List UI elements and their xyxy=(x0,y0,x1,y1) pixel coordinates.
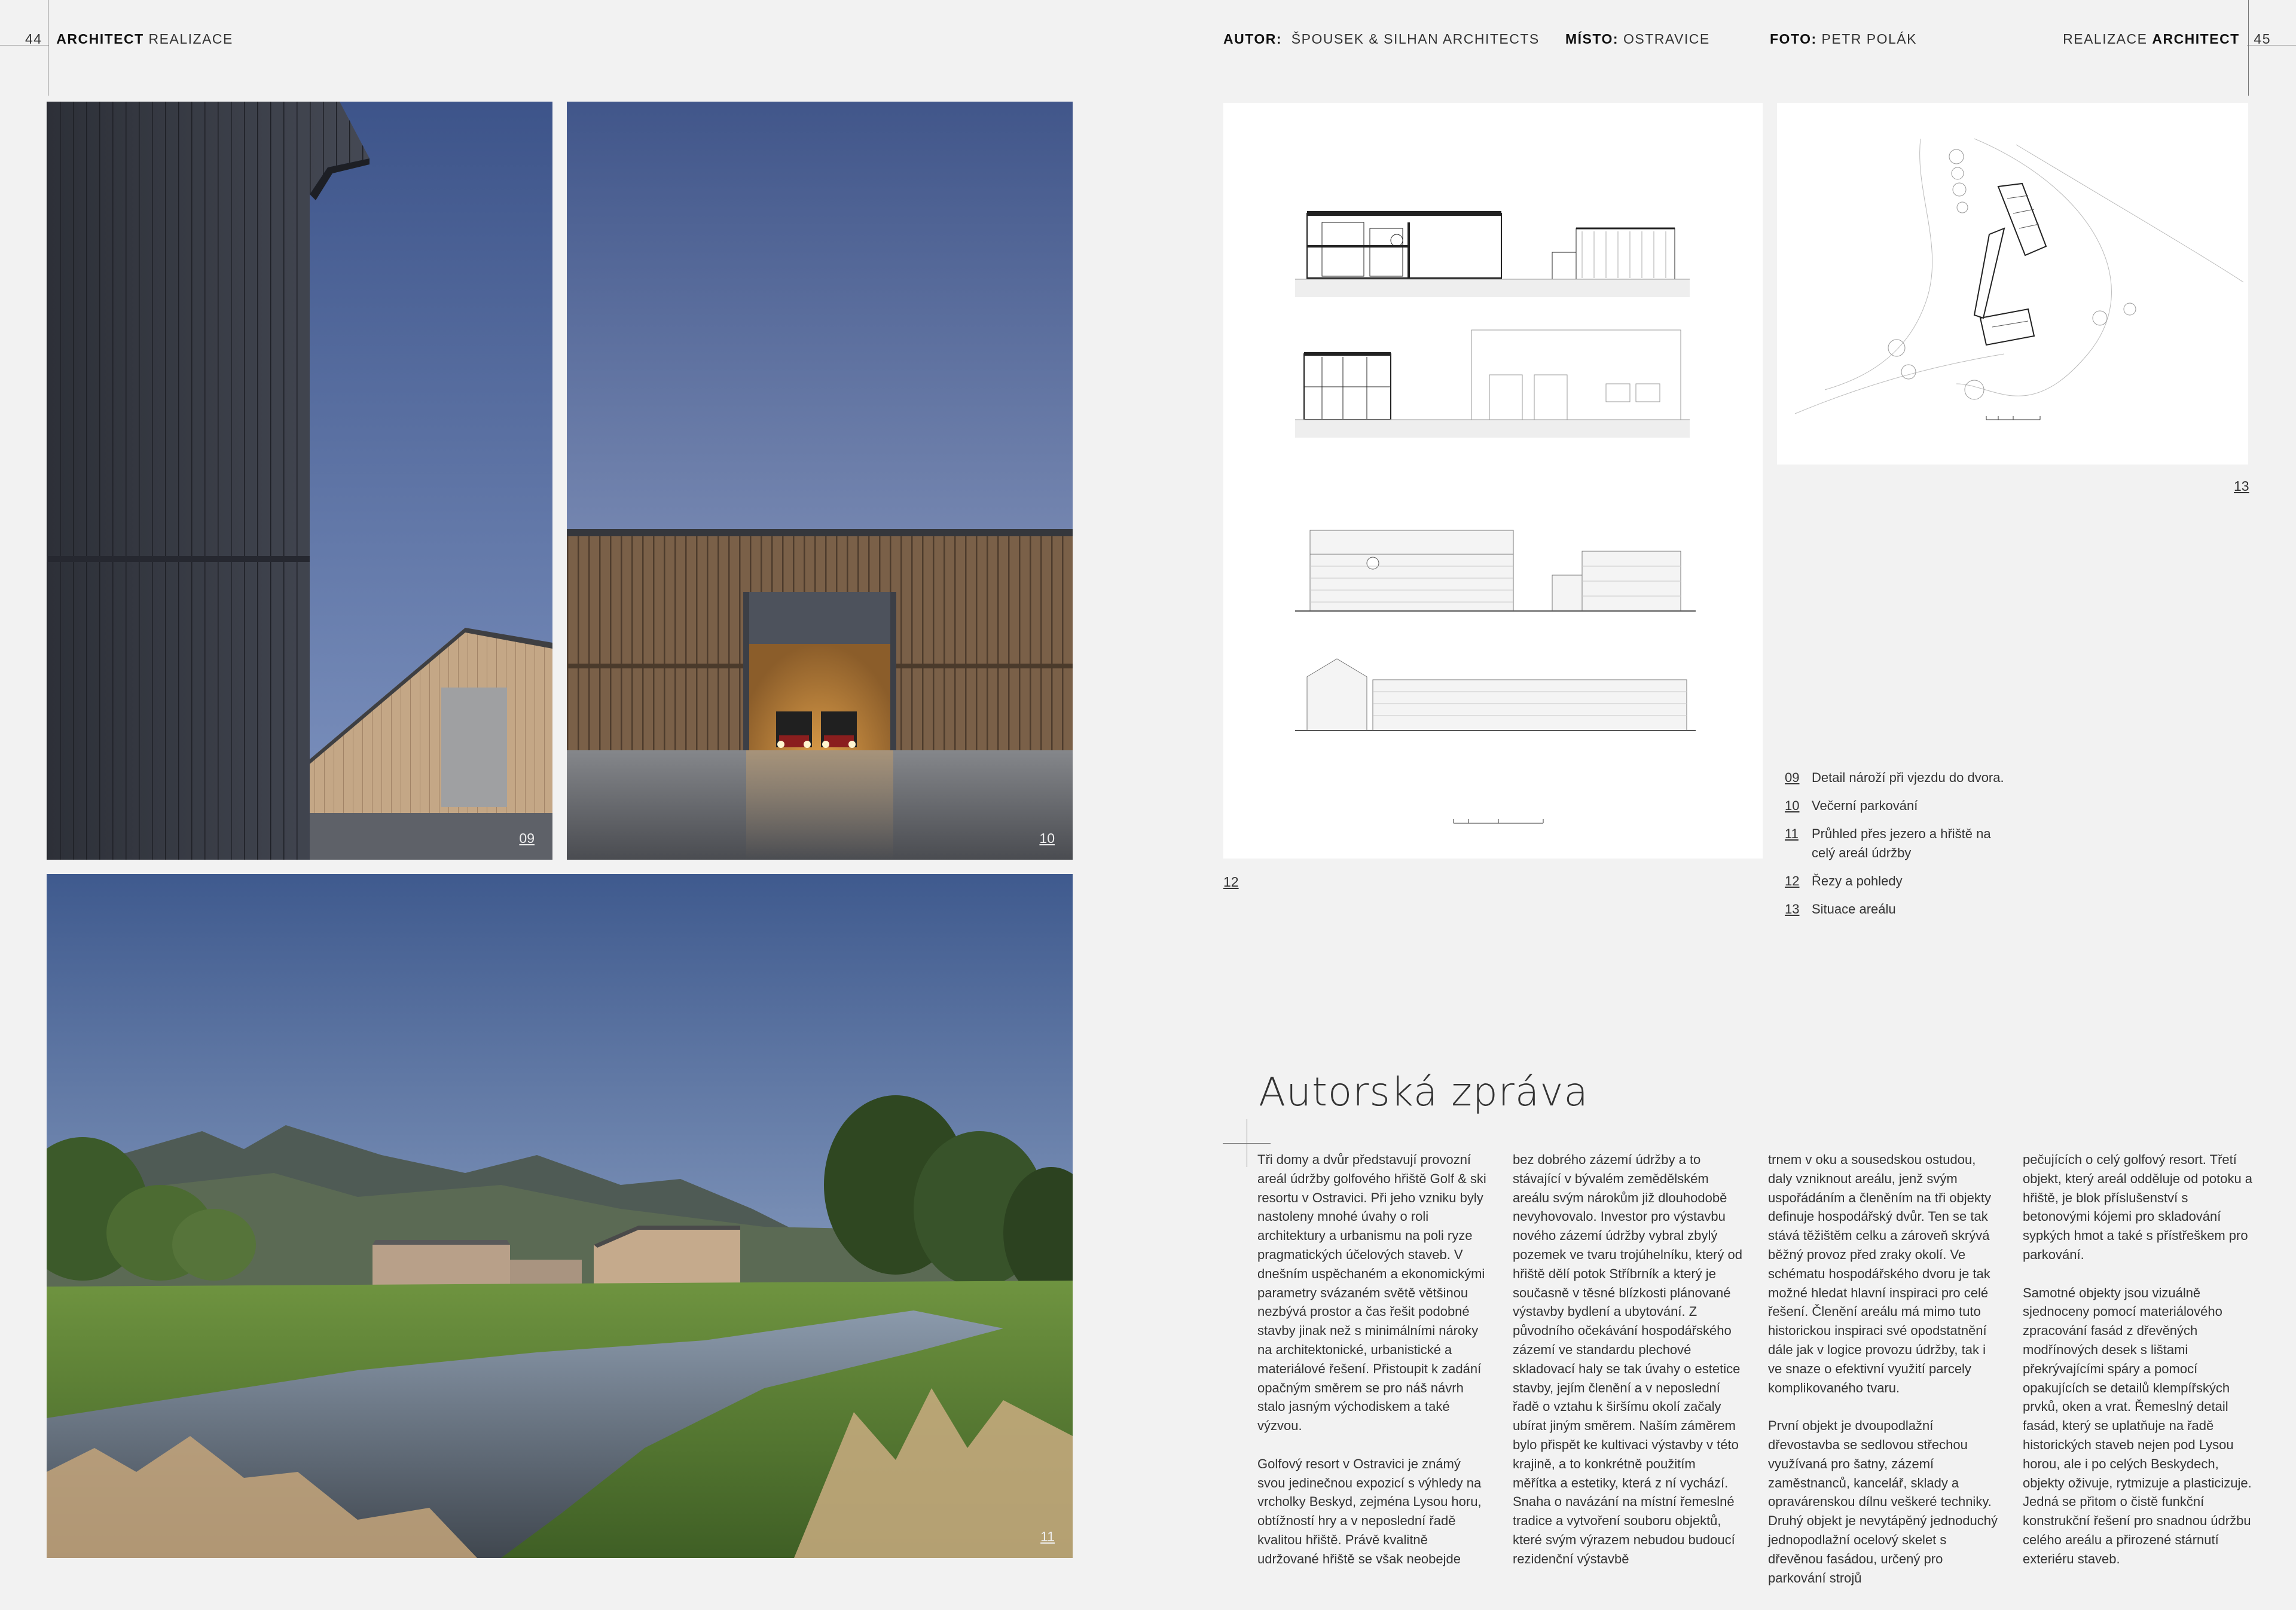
article-column-2 xyxy=(1513,1150,1743,1587)
drawing-number: 12 xyxy=(1223,874,1239,890)
paragraph: První objekt je dvoupodlažní dřevostavba se sedlovou střechou využívaná pro šatny, zázemí zaměstnanců, kancelář, sklady a opravárenskou dílnu veškeré techniky. Druhý objekt je nevytápěný jednoduchý jednopodlažní ocelový skelet s dřevěnou fasádou, určený pro parkování strojů xyxy=(1768,1418,1998,1585)
photo-09-corner-detail xyxy=(47,102,552,860)
caption-item: 11 Průhled přes jezero a hřiště na celý areál údržby xyxy=(1785,826,1991,860)
paragraph: bez dobrého zázemí údržby a to stávající v bývalém zemědělském areálu svým nárokům již dlouhodobě nevyhovovalo. Investor pro výstavbu nového zázemí údržby vybral zbylý pozemek ve tvaru trojúhelníku, který od hřiště dělí potok Stříbrník a který je současně v těsné blízkosti plánované výstavby bydlení a ubytování. Z původního očekávání hospodářského zázemí ve standardu plechové skladovací haly se tak úvahy o estetice stavby, jejím členění a v neposlední řadě o vztahu k širšímu okolí začaly ubírat jiným směrem. Naším záměrem bylo přispět ke kultivaci výstavby v této krajině, a to konkrétně použitím měřítka a estetiky, která z ní vychází. Snaha o navázání na místní řemeslné tradice a vytvoření souboru objektů, které svým výrazem nebudou budoucí rezidenční výstavbě xyxy=(1513,1152,1742,1566)
paragraph: trnem v oku a sousedskou ostudou, daly vzniknout areálu, jenž svým uspořádáním a členěním na tři objekty definuje hospodářský dvůr. Ten se tak stává těžištěm celku a zároveň skrývá běžný provoz před zraky okolí. Ve schématu hospodářského dvoru je tak možné hledat hlavní inspiraci pro celé řešení. Členění areálu má mimo tuto historickou inspiraci své opodstatnění dále jak v logice provozu údržby, tak i ve snaze o efektivní využití parcely komplikovaného tvaru. xyxy=(1768,1152,1991,1395)
page-number: 44 xyxy=(25,31,42,47)
credit-place: MÍSTO: OSTRAVICE xyxy=(1565,31,1710,47)
photo-10-evening-parking xyxy=(567,102,1073,860)
article-column-1 xyxy=(1257,1150,1488,1587)
light-spill xyxy=(746,750,893,860)
article-title: Autorská zpráva xyxy=(1259,1069,1589,1115)
photo-number: 09 xyxy=(519,830,535,846)
section-label: REALIZACE xyxy=(148,31,233,47)
drawing-number: 13 xyxy=(2234,478,2249,494)
caption-item: 13 Situace areálu xyxy=(1785,902,1896,916)
right-page-header xyxy=(2063,31,2271,47)
paragraph: pečujících o celý golfový resort. Třetí objekt, který areál odděluje od potoku a hřiště, je blok příslušenství s betonovými kójemi pro skladování sypkých hmot a také s přístřeškem pro parkování. xyxy=(2023,1152,2253,1262)
drawing-sections-elevations xyxy=(1223,103,1763,859)
article-column-3 xyxy=(1768,1150,1998,1606)
left-page-header xyxy=(25,31,233,47)
brand-logo-text: ARCHITECT xyxy=(2152,31,2240,47)
brand-logo-text: ARCHITECT xyxy=(56,31,144,47)
paragraph: Samotné objekty jsou vizuálně sjednoceny pomocí materiálového zpracování fasád z dřevěných modřínových desek s lištami překrývajícími spáry a pomocí opakujících se detailů klempířských prvků, oken a vrat. Řemeslný detail fasád, který se uplatňuje na řadě historických staveb nejen pod Lysou horou, ale i po celých Beskydech, objekty oživuje, rytmizuje a plasticizuje. Jedná se přitom o čistě funkční konstrukční řešení pro snadnou údržbu celého areálu a přirozené stárnutí exteriéru staveb. xyxy=(2023,1285,2252,1566)
section-label: REALIZACE xyxy=(2063,31,2148,47)
credit-author: AUTOR: ŠPOUSEK & SILHAN ARCHITECTS xyxy=(1223,31,1540,47)
caption-item: 10 Večerní parkování xyxy=(1785,798,1918,813)
author-value: ŠPOUSEK & SILHAN ARCHITECTS xyxy=(1291,31,1540,47)
crop-mark xyxy=(2248,0,2249,96)
photo-number: 10 xyxy=(1039,830,1055,846)
credit-photo: FOTO: PETR POLÁK xyxy=(1770,31,1917,47)
caption-item: 09 Detail nároží při vjezdu do dvora. xyxy=(1785,770,2004,785)
caption-item: 12 Řezy a pohledy xyxy=(1785,873,1903,888)
photo-11-view-over-lake xyxy=(47,874,1073,1558)
place-value: OSTRAVICE xyxy=(1623,31,1710,47)
photo-value: PETR POLÁK xyxy=(1821,31,1917,47)
page-number: 45 xyxy=(2254,31,2271,47)
drawing-site-plan xyxy=(1777,103,2248,465)
paragraph: Golfový resort v Ostravici je známý svou jedinečnou expozicí s výhledy na vrcholky Beskyd, zejména Lysou horu, obtížností hry a v neposlední řadě kvalitou hřiště. Právě kvalitně udržované hřiště se však neobejde xyxy=(1257,1456,1482,1566)
paragraph: Tři domy a dvůr představují provozní areál údržby golfového hřiště Golf & ski resortu v Ostravici. Při jeho vzniku byly nastoleny mnohé úvahy o roli architektury a urbanismu na poli ryze pragmatických účelových staveb. V dnešním uspěchaném a ekonomickými parametry svázaném světě většinou nezbývá prostor a čas řešit podobné stavby jinak než s minimálními nároky na architektonické, urbanistické a materiálové řešení. Přistoupit k zadání opačným směrem se pro náš návrh stalo jasným východiskem a také výzvou. xyxy=(1257,1152,1486,1434)
photo-number: 11 xyxy=(1040,1529,1055,1544)
caption-list xyxy=(1785,768,2012,928)
article-column-4 xyxy=(2023,1150,2253,1587)
